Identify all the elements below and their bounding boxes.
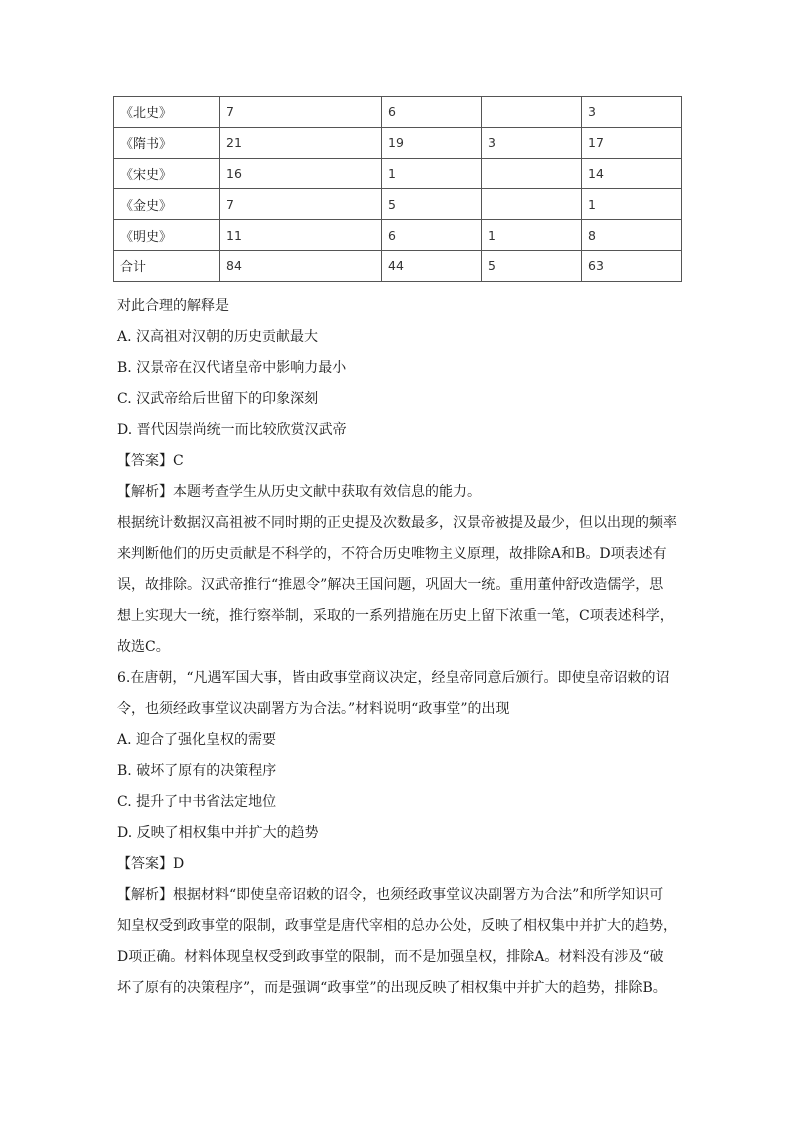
- table-cell: 19: [382, 127, 482, 158]
- q6-stem-line: 6.在唐朝，“凡遇军国大事，皆由政事堂商议决定，经皇帝同意后颁行。即使皇帝诏敕的诏: [117, 670, 670, 686]
- table-row-label: 《金史》: [114, 189, 220, 220]
- table-row-label: 《宋史》: [114, 158, 220, 189]
- table-cell: 21: [220, 127, 382, 158]
- table-cell: 6: [382, 97, 482, 128]
- q6-option-a: A. 迎合了强化皇权的需要: [117, 732, 277, 748]
- q5-analysis-line: 故选C。: [117, 639, 170, 655]
- q6-stem-line: 令，也须经政事堂议决副署方为合法。”材料说明“政事堂”的出现: [117, 701, 510, 717]
- q5-analysis-line: 误，故排除。汉武帝推行“推恩令”解决王国问题，巩固大一统。重用董仲舒改造儒学，思: [117, 577, 664, 593]
- table-cell: 5: [382, 189, 482, 220]
- table-cell: 1: [582, 189, 682, 220]
- table-cell: [482, 189, 582, 220]
- table-row: [114, 158, 682, 189]
- table-cell: 7: [220, 97, 382, 128]
- q6-analysis-line: 【解析】根据材料“即使皇帝诏敕的诏令，也须经政事堂议决副署方为合法”和所学知识可: [117, 887, 664, 903]
- q6-analysis-line: 知皇权受到政事堂的限制，政事堂是唐代宰相的总办公处，反映了相权集中并扩大的趋势，: [117, 918, 677, 934]
- table-row-label: 《明史》: [114, 220, 220, 251]
- table-row: [114, 189, 682, 220]
- table-row-label: 合计: [114, 250, 220, 281]
- q6-option-c: C. 提升了中书省法定地位: [117, 794, 277, 810]
- q5-option-b: B. 汉景帝在汉代诸皇帝中影响力最小: [117, 360, 347, 376]
- table-cell: 7: [220, 189, 382, 220]
- table-cell: 14: [582, 158, 682, 189]
- table-cell: 6: [382, 220, 482, 251]
- q5-prompt: 对此合理的解释是: [117, 298, 229, 314]
- q5-analysis-line: 想上实现大一统，推行察举制，采取的一系列措施在历史上留下浓重一笔，C项表述科学，: [117, 608, 674, 624]
- table-row: [114, 97, 682, 128]
- table-cell: 11: [220, 220, 382, 251]
- q6-analysis-line: D项正确。材料体现皇权受到政事堂的限制，而不是加强皇权，排除A。材料没有涉及“破: [117, 949, 664, 965]
- table-cell: 84: [220, 250, 382, 281]
- table-cell: 3: [582, 97, 682, 128]
- table-cell: 44: [382, 250, 482, 281]
- q6-option-b: B. 破坏了原有的决策程序: [117, 763, 277, 779]
- table-cell: 63: [582, 250, 682, 281]
- q6-option-d: D. 反映了相权集中并扩大的趋势: [117, 825, 319, 841]
- table-row-label: 《北史》: [114, 97, 220, 128]
- q6-answer: 【答案】D: [117, 856, 185, 872]
- table-row-label: 《隋书》: [114, 127, 220, 158]
- table-row: [114, 220, 682, 251]
- table-cell: 17: [582, 127, 682, 158]
- q5-analysis-head: 【解析】本题考查学生从历史文献中获取有效信息的能力。: [117, 484, 481, 500]
- table-cell: 3: [482, 127, 582, 158]
- table-cell: [482, 97, 582, 128]
- q5-option-a: A. 汉高祖对汉朝的历史贡献最大: [117, 329, 319, 345]
- table-cell: 1: [482, 220, 582, 251]
- q5-analysis-line: 来判断他们的历史贡献是不科学的，不符合历史唯物主义原理，故排除A和B。D项表述有: [117, 546, 667, 562]
- q5-option-d: D. 晋代因崇尚统一而比较欣赏汉武帝: [117, 422, 347, 438]
- q5-answer: 【答案】C: [117, 453, 184, 469]
- q5-analysis-line: 根据统计数据汉高祖被不同时期的正史提及次数最多，汉景帝被提及最少，但以出现的频率: [117, 515, 677, 531]
- statistics-table: [113, 96, 682, 282]
- table-row: [114, 250, 682, 281]
- table-cell: 5: [482, 250, 582, 281]
- table-cell: 16: [220, 158, 382, 189]
- table-row: [114, 127, 682, 158]
- q6-analysis-line: 坏了原有的决策程序”，而是强调“政事堂”的出现反映了相权集中并扩大的趋势，排除B。: [117, 980, 667, 996]
- q5-option-c: C. 汉武帝给后世留下的印象深刻: [117, 391, 319, 407]
- table-cell: 8: [582, 220, 682, 251]
- table-cell: [482, 158, 582, 189]
- table-cell: 1: [382, 158, 482, 189]
